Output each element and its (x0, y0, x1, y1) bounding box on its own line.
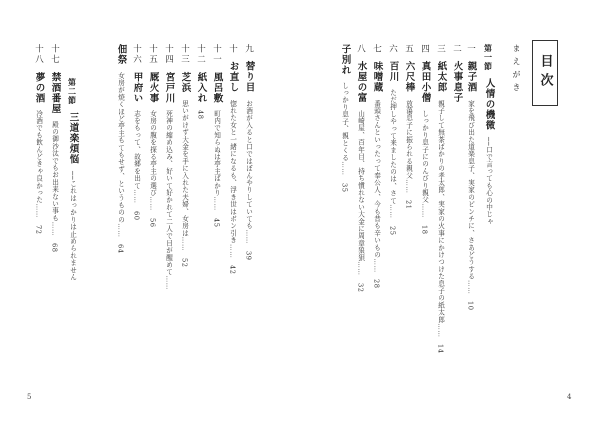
entry-number: 十五 (147, 44, 158, 65)
entry-description: 番頭さんといったって奉公人、今も昔も辛いもの…… (372, 99, 381, 273)
toc-entry[interactable] (404, 44, 414, 214)
entry-number: 八 (355, 44, 366, 55)
toc-heading: 目次 (532, 40, 558, 106)
toc-entry[interactable] (228, 44, 238, 278)
section-label: 第二節 (67, 78, 78, 105)
section-title: 人情の機微 (483, 77, 495, 131)
entry-title: 甲府い (131, 71, 143, 104)
entry-description: しっかり息子、親とくる…… (340, 82, 349, 176)
section-header-1 (484, 44, 494, 230)
toc-entry[interactable] (34, 44, 44, 239)
entry-title: 風呂敷 (211, 71, 223, 104)
section-subtitle: ──口で言っても心の中じゃ (484, 137, 493, 226)
entry-description: 死神の縮め込み、好いて好かれて二人で目が醒めて…… (164, 110, 173, 291)
entry-number: 七 (371, 44, 382, 55)
page-number-left: 5 (27, 393, 32, 401)
entry-description: 殿の御沙汰でもお出来ない事も…… (50, 120, 59, 236)
entry-number: 十二 (195, 44, 206, 65)
entry-page: 35 (340, 182, 349, 193)
toc-entry[interactable] (196, 44, 206, 124)
entry-description: 冷酒でも飲んどきゃ良かった…… (34, 110, 43, 219)
entry-page: 39 (244, 250, 253, 261)
entry-description: ただ押しやって来ましたのは、さて…… (388, 89, 397, 219)
entry-page: 64 (116, 244, 125, 254)
toc-entry[interactable] (180, 44, 190, 271)
entry-description: 女房の腹を探る亭主の選び…… (148, 110, 157, 212)
toc-entry[interactable] (356, 44, 366, 296)
entry-number: 十一 (211, 44, 222, 65)
section-title: 三道楽煩悩 (67, 111, 79, 165)
entry-description: 町内で知らぬは亭主ばかり…… (212, 110, 221, 212)
toc-entry[interactable] (244, 44, 254, 264)
toc-entry[interactable] (372, 44, 382, 293)
entry-page: 28 (372, 279, 381, 289)
entry-title: 百川 (387, 61, 399, 83)
preface-entry[interactable]: まえがき (512, 44, 521, 96)
entry-description: 家を飛び出た道楽息子、実家のピンチに、さあどうする…… (466, 99, 475, 295)
entry-title: 宮戸川 (163, 71, 175, 104)
entry-page: 60 (132, 210, 141, 221)
entry-number: 三 (435, 44, 446, 55)
toc-entry[interactable] (212, 44, 222, 231)
entry-title: 芝浜 (179, 71, 191, 93)
entry-description: 放蕩息子に振られる親父…… (404, 99, 413, 194)
toc-entry[interactable] (148, 44, 158, 231)
entry-title: 夢の酒 (33, 71, 45, 104)
entry-description: 女房が焼くほど亭主もてもせず、というものの…… (116, 71, 125, 238)
entry-number: 二 (451, 44, 462, 55)
entry-page: 72 (34, 225, 43, 235)
toc-entry[interactable] (388, 44, 398, 239)
entry-title: 水屋の富 (355, 61, 367, 104)
toc-entry[interactable] (164, 44, 174, 294)
entry-number: 十七 (49, 44, 60, 65)
entry-page: 18 (420, 225, 429, 235)
entry-title: 紙太郎 (435, 61, 447, 93)
entry-number: 十 (227, 44, 238, 55)
entry-page: 48 (196, 110, 205, 120)
entry-number: 十四 (163, 44, 174, 65)
entry-title: 火事息子 (451, 61, 463, 104)
entry-title: 味噌蔵 (371, 61, 383, 93)
entry-page: 42 (228, 265, 237, 275)
toc-entry[interactable] (340, 44, 350, 196)
entry-page: 21 (404, 200, 413, 210)
page-number-right: 4 (567, 393, 572, 401)
entry-description: しっかり息子にのんびり親父…… (420, 110, 429, 219)
entry-page: 32 (356, 282, 365, 293)
toc-entry[interactable] (452, 44, 462, 107)
section-label: 第一節 (483, 44, 494, 71)
section-subtitle: ──これはっかりは止められません (68, 171, 77, 282)
entry-title: 佃祭 (115, 44, 127, 65)
entry-description: 志をもって、故郷を出て…… (132, 110, 141, 204)
toc-entry[interactable] (466, 44, 476, 314)
entry-description: お酒が入ると口ではぼんやりしていても…… (244, 99, 253, 244)
entry-title: 紙入れ (195, 71, 207, 104)
toc-entry[interactable] (116, 44, 126, 258)
entry-page: 14 (436, 344, 445, 354)
entry-title: 真田小僧 (419, 61, 431, 104)
entry-description: 親子して無茶ばかりの孝太郎、実家の火事にかけつけた息子の紙太郎…… (436, 99, 445, 338)
entry-page: 56 (148, 217, 157, 228)
entry-description: 山崎屋、百年目、持ち慣れない大金に周章狼狽…… (356, 110, 365, 276)
entry-number: 五 (403, 44, 414, 55)
toc-entry[interactable] (420, 44, 430, 239)
entry-title: 替り目 (243, 61, 255, 93)
entry-number: 十三 (179, 44, 190, 65)
entry-number: 九 (243, 44, 254, 55)
entry-description: 惚れた女と一緒になるも、浮き世はボン引き…… (228, 99, 237, 259)
entry-number: 四 (419, 44, 430, 55)
entry-page: 10 (466, 301, 475, 311)
entry-title: 禁酒番屋 (49, 71, 61, 114)
entry-number: 一 (465, 44, 476, 55)
entry-number: 六 (387, 44, 398, 55)
entry-description: 思いがけず大金を手に入れた夫婦、女房は…… (180, 99, 189, 251)
toc-entry[interactable] (132, 44, 142, 224)
entry-page: 68 (50, 242, 59, 253)
entry-page: 52 (180, 257, 189, 268)
entry-title: お直し (227, 61, 239, 93)
entry-title: 厩火事 (147, 71, 159, 104)
entry-title: 六尺棒 (403, 61, 415, 93)
entry-page: 25 (388, 225, 397, 236)
toc-entry[interactable] (50, 44, 60, 256)
entry-title: 子別れ (339, 44, 351, 76)
entry-number: 十六 (131, 44, 142, 65)
entry-title: 親子酒 (465, 61, 477, 93)
toc-entry[interactable] (436, 44, 446, 358)
entry-number: 十八 (33, 44, 44, 65)
section-header-2 (68, 78, 78, 285)
entry-page: 45 (212, 217, 221, 228)
